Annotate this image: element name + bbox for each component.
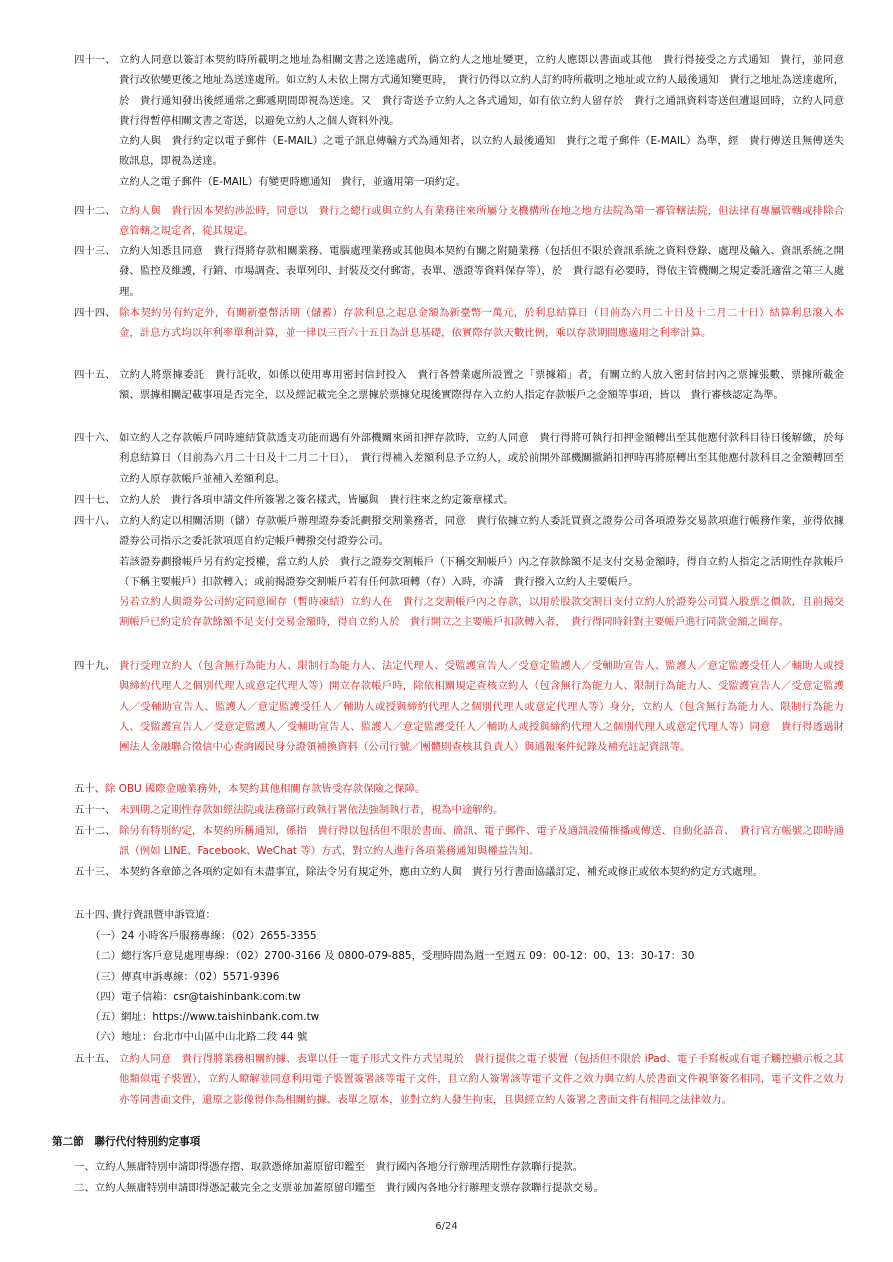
clause-50 [74,779,844,799]
clause-46 [74,428,844,489]
clause-paragraph: 未到期之定期性存款如經法院或法務部行政執行署依法強制執行者，視為中途解約。 [119,804,504,816]
contact-email: （四）電子信箱：csr@taishinbank.com.tw [90,990,301,1003]
clause-48 [74,511,844,633]
clause-paragraph: 若該證券劃撥帳戶另有約定授權，當立約人於 貴行之證券交割帳戶（下稱交割帳戶）內之存款餘額不足支付交易金額時，得自立約人指定之活期性存款帳戶（下稱主要帳戶）扣款轉入；或前揭證券交割帳戶若有任何款項轉（存）入時，亦請 貴行撥入立約人主要帳戶。 [119,555,844,588]
clause-49 [74,656,844,757]
clause-paragraph: 除 OBU 國際金融業務外，本契約其他相關存款皆受存款保險之保障。 [105,783,426,795]
clause-paragraph: 另若立約人與證券公司約定同意圈存（暫時凍結）立約人在 貴行之交割帳戶內之存款，以用於股款交割日支付立約人於證券公司買入股票之價款，且前揭交割帳戶已約定於存款餘額不足支付交易金額時，得自立約人於 貴行開立之主要帳戶扣款轉入者， 貴行得同時針對主要帳戶進行同款金額之圈存。 [119,596,844,629]
clause-paragraph: 貴行受理立約人（包含無行為能力人、限制行為能力人、法定代理人、受監護宣告人／受意定監護人／受輔助宣告人、監護人／意定監護受任人／輔助人或授與締約代理人之個別代理人或意定代理人等）開立存款帳戶時，除依相關規定查核立約人（包含無行為能力人、限制行為能力人、受監護宣告人／受意定監護人／受輔助宣告人、監護人／意定監護受任人／輔助人或授與締約代理人之個別代理人或意定代理人等）身分，立約人（包含無行為能力人、限制行為能力人、受監護宣告人／受意定監護人／受輔助宣告人、監護人／意定監護受任人／輔助人或授與締約代理人之個別代理人或意定代理人等）同意 貴行得透過財團法人金融聯合徵信中心查詢國民身分證領補換資料（公司行號／團體則查核其負責人）與通報案件紀錄及補充註記資訊等。 [119,660,844,754]
clause-41 [74,50,855,192]
clause-42 [74,201,844,242]
clause-paragraph: 立約人約定以相關活期（儲）存款帳戶辦理證券委託劃撥交割業務者，同意 貴行依據立約人委託買賣之證券公司各項證券交易款項進行帳務作業，並得依據證券公司指示之委託款項逕自約定帳戶轉撥交付證券公司。 [119,515,844,548]
clause-paragraph: 立約人於 貴行各項申請文件所簽署之簽名樣式，皆屬與 貴行往來之約定簽章樣式。 [119,494,514,506]
clause-paragraph: 立約人與 貴行因本契約涉訟時，同意以 貴行之總行或與立約人有業務往來所屬分支機構所在地之地方法院為第一審管轄法院，但法律有專屬管轄或排除合意管轄之規定者，從其規定。 [119,205,844,238]
clause-paragraph: 立約人之電子郵件（E-MAIL）有變更時應通知 貴行，並適用第一項約定。 [119,175,466,188]
clause-number: 五十一、 [74,804,116,816]
clause-paragraph: 立約人同意以簽訂本契約時所載明之地址為相關文書之送達處所，倘立約人之地址變更，立約人應即以書面或其他 貴行得接受之方式通知 貴行，並同意 貴行改依變更後之地址為送達處所。如立約人未依上開方式通知變更時， 貴行仍得以立約人訂約時所載明之地址或立約人最後通知 貴行之地址為送達處所，於 貴行通知發出後經通常之郵遞期間即視為送達。又 貴行寄送予立約人之各式通知，如有依立約人留存於 貴行之通訊資料寄送但遭退回時，立約人同意 貴行得暫停相關文書之寄送，以避免立約人之個人資料外洩。 [119,54,855,127]
clause-47 [74,490,844,510]
clause-51 [74,800,844,820]
clause-paragraph: 如立約人之存款帳戶同時連結貸款透支功能而遇有外部機關來函扣押存款時，立約人同意 貴行得將可執行扣押金額轉出至其他應付款科目待日後解繳，於每利息結算日（目前為六月二十日及十二月二十日）， 貴行得補入差額利息予立約人，或於前開外部機關撤銷扣押時再將原轉出至其他應付款科目之金額轉回至立約人原存款帳戶並補入差額利息。 [119,432,844,485]
section-item: 一、立約人無庸特別申請即得憑存摺、取款憑條加蓋原留印鑑至 貴行國內各地分行辦理活期性存款聯行提款。 [74,1161,584,1173]
clause-number: 五十四、 [74,909,116,921]
clause-number: 四十九、 [74,660,116,672]
contact-website: （五）網址：https://www.taishinbank.com.tw [90,1011,320,1024]
clause-54 [74,905,844,925]
section-title: 第二節 聯行代付特別約定事項 [52,1136,201,1148]
contact-fax: （三）傳真申訴專線：（02）5571-9396 [90,970,280,983]
clause-paragraph: 立約人將票據委託 貴行託收，如係以使用專用密封信封投入 貴行各營業處所設置之「票據箱」者，有關立約人放入密封信封內之票據張數、票據所載金額、票據相關記載事項是否完全，以及經記載完全之票據於票據兌現後實際得存入立約人指定存款帳戶之金額等事項，皆以 貴行審核認定為準。 [119,369,844,402]
clause-number: 五十五、 [74,1053,116,1065]
clause-44 [74,303,844,344]
clause-number: 四十三、 [74,245,116,257]
contact-complaint-line: （二）總行客戶意見處理專線：（02）2700-3166 及 0800-079-885，受理時間為週一至週五 09：00-12：00、13：30-17：30 [90,950,695,963]
clause-paragraph: 立約人與 貴行約定以電子郵件（E-MAIL）之電子訊息傳輸方式為通知者，以立約人最後通知 貴行之電子郵件（E-MAIL）為準，經 貴行傳送且無傳送失敗訊息，即視為送達。 [119,135,844,168]
page-number: 6/24 [435,1221,458,1232]
clause-number: 四十六、 [74,432,116,444]
contact-hotline: （一）24 小時客戶服務專線：（02）2655-3355 [90,930,317,942]
clause-paragraph: 本契約各章節之各項約定如有未盡事宜，除法令另有規定外，應由立約人與 貴行另行書面協議訂定、補充或修正或依本契約約定方式處理。 [119,866,764,878]
contact-address: （六）地址：台北市中山區中山北路二段 44 號 [90,1031,308,1044]
clause-53 [74,862,844,882]
clause-paragraph: 立約人同意 貴行得將業務相關約據、表單以任一電子形式文件方式呈現於 貴行提供之電子裝置（包括但不限於 iPad、電子手寫板或有電子觸控顯示板之其他類似電子裝置），立約人瞭解並同意利用電子裝置簽署該等電子文件，且立約人簽署該等電子文件之效力與立約人於書面文件親筆簽名相同，電子文件之效力亦等同書面文件，還原之影像得作為相關約據、表單之原本，並對立約人發生拘束，且與經立約人簽署之書面文件有相同之法律效力。 [119,1053,844,1106]
clause-number: 四十一、 [74,54,116,66]
clause-52 [74,821,844,862]
clause-number: 五十三、 [74,866,116,878]
clause-number: 四十八、 [74,515,116,527]
clause-45 [74,365,844,406]
clause-55 [74,1049,844,1110]
contact-list [90,926,694,1048]
clause-number: 四十四、 [74,307,116,319]
clause-number: 四十七、 [74,494,116,506]
clause-paragraph: 除另有特別約定，本契約所稱通知，係指 貴行得以包括但不限於書面、簡訊、電子郵件、電子及通訊設備推播或傳送、自動化語音、 貴行官方帳號之即時通訊（例如 LINE、Facebook、WeChat 等）方式，對立約人進行各項業務通知與權益告知。 [119,825,844,858]
section-item: 二、立約人無庸特別申請即得憑記載完全之支票並加蓋原留印鑑至 貴行國內各地分行辦理支票存款聯行提款交易。 [74,1182,604,1194]
clause-paragraph: 立約人知悉且同意 貴行得將存款相關業務、電腦處理業務或其他與本契約有關之附隨業務（包括但不限於資訊系統之資料登錄、處理及輸入、資訊系統之開發、監控及維護，行銷、市場調查、表單列印、封裝及交付郵寄，表單、憑證等資料保存等），於 貴行認有必要時，得依主管機關之規定委託適當之第三人處理。 [119,245,844,298]
clause-number: 五十二、 [74,825,116,837]
clause-number: 五十、 [74,783,106,795]
clause-number: 四十二、 [74,205,116,217]
clause-43 [74,241,844,302]
clause-number: 四十五、 [74,369,116,381]
clause-paragraph: 除本契約另有約定外，有關新臺幣活期（儲蓄）存款利息之起息金額為新臺幣一萬元，於利息結算日（目前為六月二十日及十二月二十日）結算利息滾入本金，計息方式均以年利率單利計算，並一律以三百六十五日為計息基礎，依實際存款天數比例，乘以存款期間應適用之利率計算。 [119,307,844,340]
clause-paragraph: 貴行資訊暨申訴管道： [112,909,216,921]
